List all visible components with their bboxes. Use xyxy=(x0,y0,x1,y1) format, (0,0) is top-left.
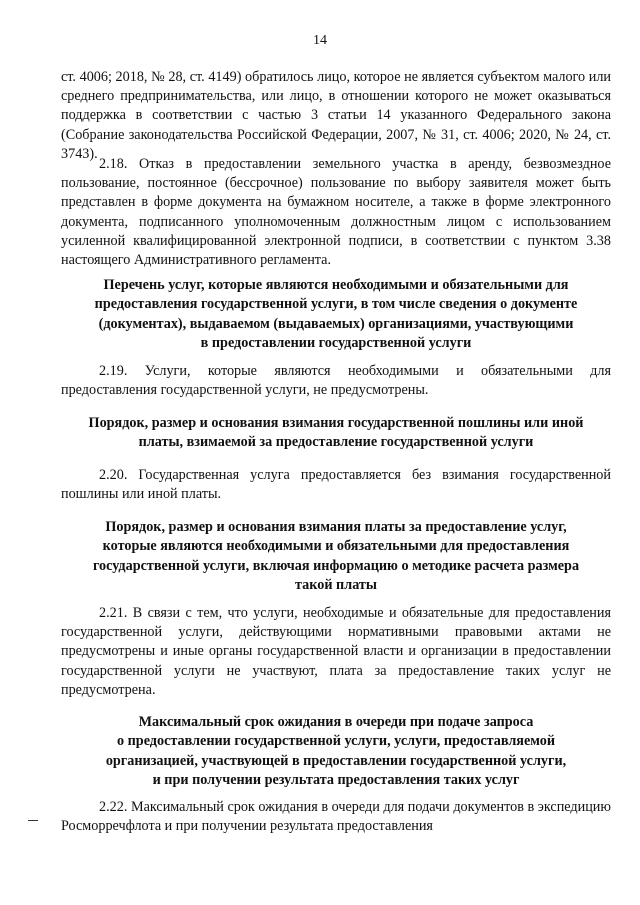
heading-line: Максимальный срок ожидания в очереди при подаче запроса xyxy=(138,714,534,730)
page-number: 14 xyxy=(313,33,327,48)
paragraph-2-18 xyxy=(61,155,611,270)
section-heading-services-list xyxy=(61,276,611,354)
section-heading-queue-time xyxy=(61,713,611,791)
section-heading-state-fee xyxy=(61,414,611,453)
heading-line: (документах), выдаваемом (выдаваемых) организациями, участвующими xyxy=(98,315,574,332)
paragraph-text: 2.18. Отказ в предоставлении земельного участка в аренду, безвозмездное пользование, постоянное (бессрочное) пользование по выбору заявителя может быть представлен в форме документа на бумажном носителе, а также в форме электронного документа, подписанного уполномоченным должностным лицом с использованием усиленной квалифицированной электронной подписи, в соответствии с пунктом 3.38 настоящего Административного регламента. xyxy=(61,156,611,269)
paragraph-text: 2.22. Максимальный срок ожидания в очереди для подачи документов в экспедицию Росморречфлота и при получении результата предоставления xyxy=(61,799,611,835)
heading-line: которые являются необходимыми и обязательными для предоставления xyxy=(102,538,570,555)
heading-line: предоставления государственной услуги, в том числе сведения о документе xyxy=(94,296,578,313)
heading-line: и при получении результата предоставления таких услуг xyxy=(152,772,520,789)
heading-line: Перечень услуг, которые являются необходимыми и обязательными для xyxy=(103,277,569,293)
section-heading-payment-rules xyxy=(61,518,611,596)
paragraph-text: ст. 4006; 2018, № 28, ст. 4149) обратилось лицо, которое не является субъектом малого или среднего предпринимательства, или лицо, в отношении которого не может оказываться поддержка в соответствии с частью 3 статьи 14 указанного Федерального закона (Собрание законодательства Российской Федерации, 2007, № 31, ст. 4006; 2020, № 24, ст. 3743). xyxy=(61,69,611,162)
paragraph-2-21 xyxy=(61,604,611,700)
heading-line: Порядок, размер и основания взимания государственной пошлины или иной xyxy=(88,415,584,431)
paragraph-text: 2.20. Государственная услуга предоставляется без взимания государственной пошлины или иной платы. xyxy=(61,467,611,503)
paragraph-2-22 xyxy=(61,798,611,836)
paragraph-continuation xyxy=(61,68,611,164)
heading-line: такой платы xyxy=(295,577,377,594)
heading-line: Порядок, размер и основания взимания платы за предоставление услуг, xyxy=(105,519,567,535)
scan-edge-mark xyxy=(28,820,38,821)
heading-line: организацией, участвующей в предоставлении государственной услуги, xyxy=(105,752,567,769)
paragraph-text: 2.21. В связи с тем, что услуги, необходимые и обязательные для предоставления государственной услуги, действующими нормативными правовыми актами не предусмотрены и иные органы государственной власти и организации в предоставлении государственной услуги не участвуют, плата за предоставление таких услуг не предусмотрена. xyxy=(61,605,611,698)
paragraph-2-19 xyxy=(61,362,611,400)
heading-line: платы, взимаемой за предоставление государственной услуги xyxy=(138,434,534,451)
heading-line: в предоставлении государственной услуги xyxy=(200,335,472,352)
heading-line: государственной услуги, включая информацию о методике расчета размера xyxy=(92,557,580,574)
heading-line: о предоставлении государственной услуги, услуги, предоставляемой xyxy=(116,733,556,750)
paragraph-2-20 xyxy=(61,466,611,504)
paragraph-text: 2.19. Услуги, которые являются необходимыми и обязательными для предоставления государственной услуги, не предусмотрены. xyxy=(61,363,611,399)
